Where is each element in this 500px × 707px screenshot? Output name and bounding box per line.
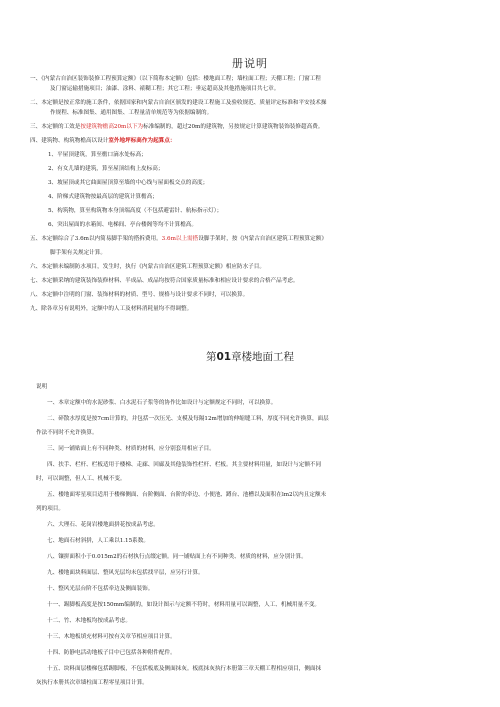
paragraph-line: 作法不同时不允许换算。 [36, 430, 98, 436]
list-item: 4、阶梯式建筑物按最高层的建筑计算檐高； [48, 194, 158, 200]
paragraph-line: 七、本定额采纳的建筑装饰装修材料、半成品、成品均按符合国家质量标准和相应设计要求的合格产品考虑。 [30, 278, 299, 284]
paragraph-line: 一、《内蒙古自治区装饰装修工程预算定额》（以下简称本定额）包括：楼地面工程；墙柱面工程；天棚工程；门窗工程 [30, 76, 321, 82]
paragraph-line: 三、同一铺贴面上有不同种类、材质的材料，应分别套用相应子目。 [47, 446, 215, 452]
chapter-number: 01 [216, 351, 232, 363]
chapter-title-prefix: 第 [205, 351, 217, 363]
highlight-text: 室外地坪标高作为起算点： [108, 138, 176, 144]
section-title: 册说明 [232, 57, 268, 70]
text-run: 三、本定额的工效是 [30, 124, 81, 130]
paragraph-line: 八、镶拼面积小于0.015m2的石材执行点缀定额。同一铺贴面上有不同种类、材质的材料，应分别计算。 [47, 554, 307, 560]
paragraph-line [30, 138, 175, 145]
paragraph-line: 四、扶手、栏杆、栏板适用于楼梯、走廊、回廊及其他装饰性栏杆、栏板。其主要材料用量，如设计与定额不同 [47, 462, 322, 468]
list-item: 3、坡屋顶或其它曲面屋顶算至墙的中心线与屋面板交点的高度； [48, 180, 209, 186]
list-item: 6、突出屋面的水箱间、电梯间、亭台楼阁等均不计算檐高。 [48, 222, 197, 228]
paragraph-line: 十、整风光层台阶不包括牵边及侧面装饰。 [47, 586, 154, 592]
paragraph-line: 脚手架有关规定计算。 [50, 250, 106, 256]
paragraph-line: 六、本定额未编制防水项目，发生时，执行《内蒙古自治区建筑工程预算定额》相应防水子目。 [30, 264, 265, 270]
highlight-text: 3.6m以上需搭 [161, 236, 199, 242]
paragraph-line: 十二、竹、木地板均按成品考虑。 [47, 618, 131, 624]
paragraph-line: 及门窗运输措施项目；油漆、涂料、裱糊工程；其它工程；垂运超高及其他措施项目共七章。 [50, 86, 280, 92]
paragraph-line: 十一、踢脚板高度是按150mm编制的，如设计图示与定额不符时，材料用量可以调整，人工、机械用量不变。 [47, 602, 321, 608]
paragraph-line: 八、本定额中注明的门窗、装饰材料的材质、型号、规格与设计要求不同时，可以换算。 [30, 292, 249, 298]
list-item: 2、有女儿墙的建筑，算至屋顶结构上皮标高； [48, 166, 164, 172]
paragraph-line: 作规程、标准图集、通用图集、工程量清单规范等为依据编制的。 [50, 110, 213, 116]
text-run: 设脚手架时，按《内蒙古自治区建筑工程预算定额》 [198, 236, 327, 242]
text-run: 四、建筑物、构筑物檐高以设计 [30, 138, 109, 144]
paragraph-line: 六、大理石、花岗岩楼地面拼花按成品考虑。 [47, 522, 159, 528]
paragraph-line: 十三、木地板填充材料可按有关章节相应项目计算。 [47, 634, 176, 640]
paragraph-line: 九、除各章另有说明外，定额中的人工及材料消耗量均不得调整。 [30, 306, 193, 312]
list-item: 1、平屋顶建筑，算至檐口滴水处标高； [48, 152, 147, 158]
paragraph-line: 二、本定额是按正常的施工条件，依据国家和内蒙古自治区颁发的建设工程施工及验收规范、质量评定标准和平安技术操 [30, 100, 327, 106]
paragraph-line: 十五、块料面层楼梯包括踢脚板，不包括板底及侧面抹灰。板底抹灰执行本册第三章天棚工程相应项目，侧面抹 [47, 666, 322, 672]
paragraph-line: 时，可以调整，但人工、机械不变。 [36, 476, 126, 482]
paragraph-line: 九、楼地面块料面层、整风光层均未包括找平层，应另行计算。 [47, 570, 204, 576]
chapter-title [0, 349, 500, 364]
paragraph-line: 七、地面石材斜拼，人工乘以1.15系数。 [47, 538, 149, 544]
paragraph-line [30, 236, 327, 243]
paragraph-line: 十四、防静电活动地板子目中已包括各种附件配件。 [47, 650, 176, 656]
text-run: 五、本定额综合了3.6m以内简易脚手架的搭拆费用。 [30, 236, 162, 242]
highlight-text: 按建筑物檐高20m以下为 [80, 124, 144, 130]
paragraph-line: 五、楼地面零星项目适用于楼梯侧面、台阶侧面、台阶的牵边、小便池、蹲台、池槽以及面积在lm2以内且定额未 [47, 492, 327, 498]
paragraph-line: 二、碎散水厚度是按7cm计算的，并包括一次压光、支模及每隔12m增加的伸缩缝工料，厚度不同允许换算，面层 [47, 416, 329, 422]
paragraph-line: 灰执行本册其次章墙柱面工程零星项目计算。 [36, 680, 148, 686]
paragraph-line: 列的项目。 [36, 506, 64, 512]
chapter-title-text: 章楼地面工程 [231, 351, 295, 363]
section-heading: 说明 [36, 384, 48, 390]
paragraph-line: 一、本章定额中的水泥砂浆、白水泥石子浆等的协作比如设计与定额规定不同时，可以换算。 [47, 400, 277, 406]
text-run: 标准编制的，超过20m的建筑物，另按规定计算建筑物装饰装修超高费。 [143, 124, 324, 130]
paragraph-line [30, 124, 323, 131]
list-item: 5、构筑物，算至构筑物本身顶端高度（不包括避雷针、航标指示灯）； [48, 208, 223, 214]
